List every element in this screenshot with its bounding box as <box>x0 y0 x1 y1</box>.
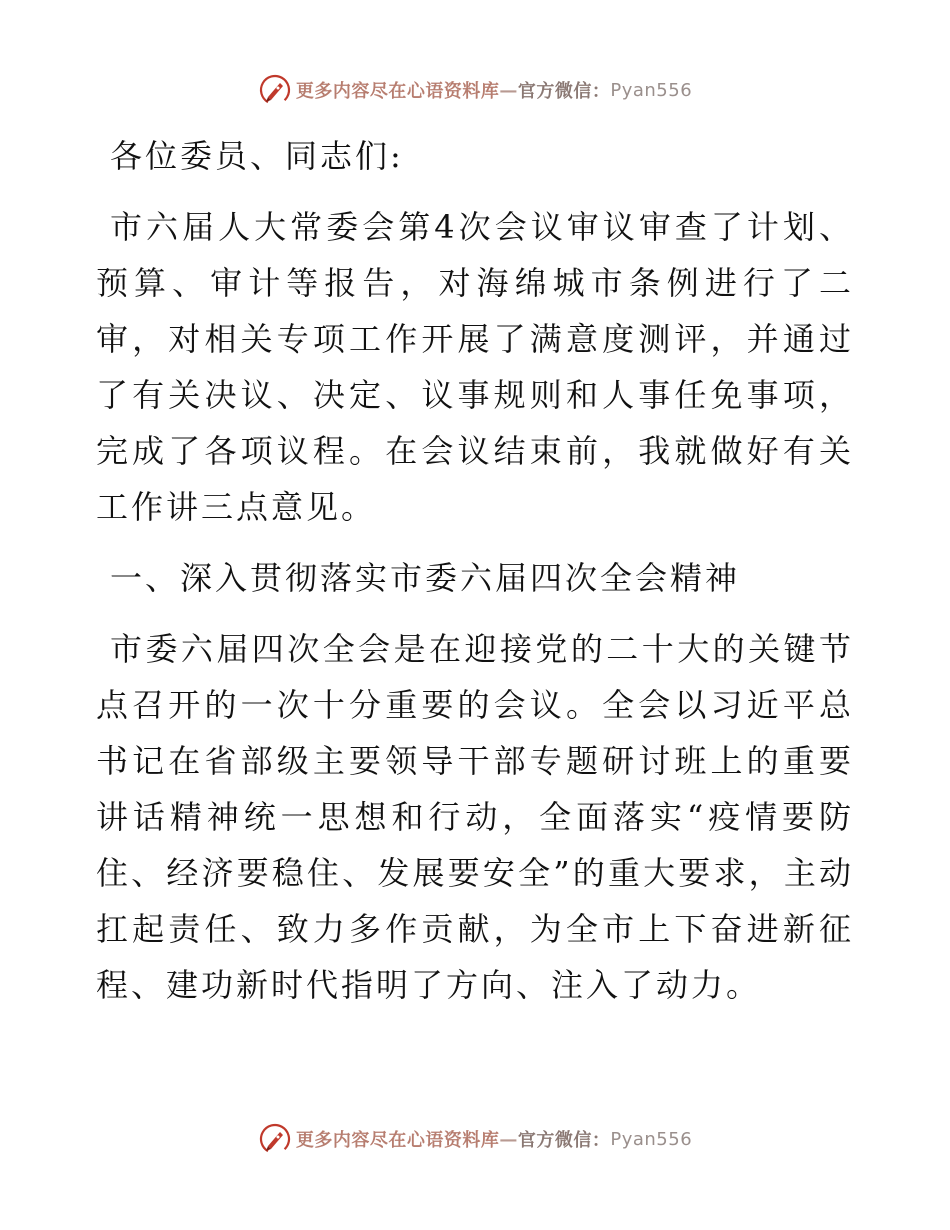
footer-watermark <box>0 1119 950 1159</box>
watermark-official-label: 官方微信： <box>517 81 611 102</box>
body-paragraph: 市委六届四次全会是在迎接党的二十大的关键节点召开的一次十分重要的会议。全会以习近平总书记在省部级主要领导干部专题研讨班上的重要讲话精神统一思想和行动，全面落实“疫情要防住、经济要稳住、发展要安全”的重大要求，主动扛起责任、致力多作贡献，为全市上下奋进新征程、建功新时代指明了方向、注入了动力。 <box>96 630 854 1004</box>
watermark-site-text: 更多内容尽在心语资料库 <box>295 1130 500 1151</box>
header-watermark <box>0 70 950 110</box>
watermark-separator: — <box>499 79 518 101</box>
watermark-wechat-id: Pyan556 <box>610 79 693 101</box>
document-body <box>96 128 854 1013</box>
watermark-wechat-id: Pyan556 <box>610 1128 693 1150</box>
pen-nib-logo-icon <box>258 1122 292 1156</box>
body-paragraph: 市六届人大常委会第4次会议审议审查了计划、预算、审计等报告，对海绵城市条例进行了二审，对相关专项工作开展了满意度测评，并通过了有关决议、决定、议事规则和人事任免事项，完成了各项议程。在会议结束前，我就做好有关工作讲三点意见。 <box>96 208 854 526</box>
salutation: 各位委员、同志们: <box>110 137 404 175</box>
watermark-site-text: 更多内容尽在心语资料库 <box>295 81 500 102</box>
watermark-official-label: 官方微信： <box>517 1130 611 1151</box>
pen-nib-logo-icon <box>258 73 292 107</box>
section-heading: 一、深入贯彻落实市委六届四次全会精神 <box>110 559 741 597</box>
watermark-separator: — <box>499 1128 518 1150</box>
